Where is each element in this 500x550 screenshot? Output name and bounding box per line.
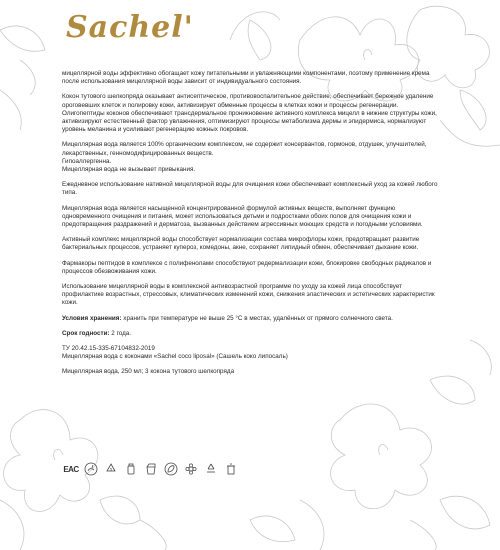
brand-logo: Sachel' — [66, 10, 194, 45]
storage-conditions — [62, 315, 440, 323]
paragraph: Активный комплекс мицеллярной воды способствует нормализации состава микрофлоры кожи, предотвращает развитие бактериальных процессов, устраняет купероз, комедоны, акне, сохраняет липидный обмен, обеспечивает дыхание кожи. — [62, 236, 420, 252]
bin-icon — [224, 462, 238, 476]
paragraph: Кокон тутового шелкопряда оказывает антисептическое, противовоспалительное действие, обеспечивает бережное удаление ороговевших клеток и полировку кожи, активизирует обменные процессы в клетках кожи и процессы регенерации. Олигопептиды коконов обеспечивают трансдермальное проникновение активного комплекса мицелл в нижние структуры кожи, активизируют естественный фактор увлажнения, оптимизируют процессы метаболизма дермы и эпидермиса, нормализуют уровень меланина и усиливают регенерацию кожных покровов. — [62, 93, 437, 134]
paragraph: Мицеллярная вода является 100% органическим комплексом, не содержит консервантов, гормонов, отдушек, улучшителей, лекарственных, генномодифицированных веществ. — [62, 141, 427, 157]
paragraph: Фармакоры пептидов в комплексе с полифенолами способствуют редермализации кожи, блокировке свободных радикалов и процессов обезвоживания кожи. — [62, 259, 432, 275]
svg-text:5: 5 — [109, 466, 113, 472]
paragraph: мицеллярной воды эффективно обогащает кожу питательными и увлажняющими компонентами, поэтому применение крема после использования мицеллярной воды зависит от индивидуального состояния. — [62, 70, 430, 86]
tu-line: ТУ 20.42.15-335-67104832-2019 — [62, 345, 155, 353]
shelf-life-text: 2 года. — [109, 329, 132, 337]
shelf-life — [62, 330, 440, 338]
certification-icons — [64, 460, 244, 478]
storage-text: хранить при температуре не выше 25 °С в местах, удалённых от прямого солнечного света. — [121, 314, 393, 322]
paragraph: Использование мицеллярной воды в комплексной антивозрастной программе по уходу за кожей лица способствует профилактике возрастных, стрессовых, климатических изменений кожи, снижения эластических и эстетических характеристик кожи. — [62, 283, 435, 307]
leaf-natural-icon — [164, 462, 178, 476]
rabbit-cruelty-free-icon — [84, 462, 98, 476]
paragraph: Ежедневное использование нативной мицеллярной воды для очищения кожи обеспечивает комплексный уход за кожей любого типа. — [62, 181, 438, 197]
paragraph: Мицеллярная вода является насыщенной концентрированной формулой активных веществ, выполняет функцию одновременного очищения и питания, может использоваться детьми и подростками обоих полов для очищения кожи и предотвращения раздражений и дерматоза, вызванных действием агрессивных моющих средств и погодными условиями. — [62, 204, 423, 229]
bottle-icon — [124, 462, 138, 476]
storage-label: Условия хранения: — [62, 314, 122, 322]
flower-icon — [184, 462, 198, 476]
shelf-life-label: Срок годности: — [62, 329, 110, 337]
recycle-arrows-icon — [204, 462, 218, 476]
period-after-opening-icon — [144, 462, 158, 476]
product-line: Мицеллярная вода с коконами «Sachel coco liposal» (Сашель коко липосаль) — [62, 353, 288, 361]
eac-mark-icon: EAC — [63, 464, 79, 474]
no-addiction-line: Мицеллярная вода не вызывает привыкания. — [62, 166, 196, 174]
volume-line: Мицеллярная вода, 250 мл; 3 кокона тутового шелкопряда — [62, 368, 235, 376]
product-description — [62, 70, 440, 384]
recycle-icon — [104, 462, 118, 476]
hypoallergenic-line: Гипоаллергенна. — [62, 157, 112, 165]
